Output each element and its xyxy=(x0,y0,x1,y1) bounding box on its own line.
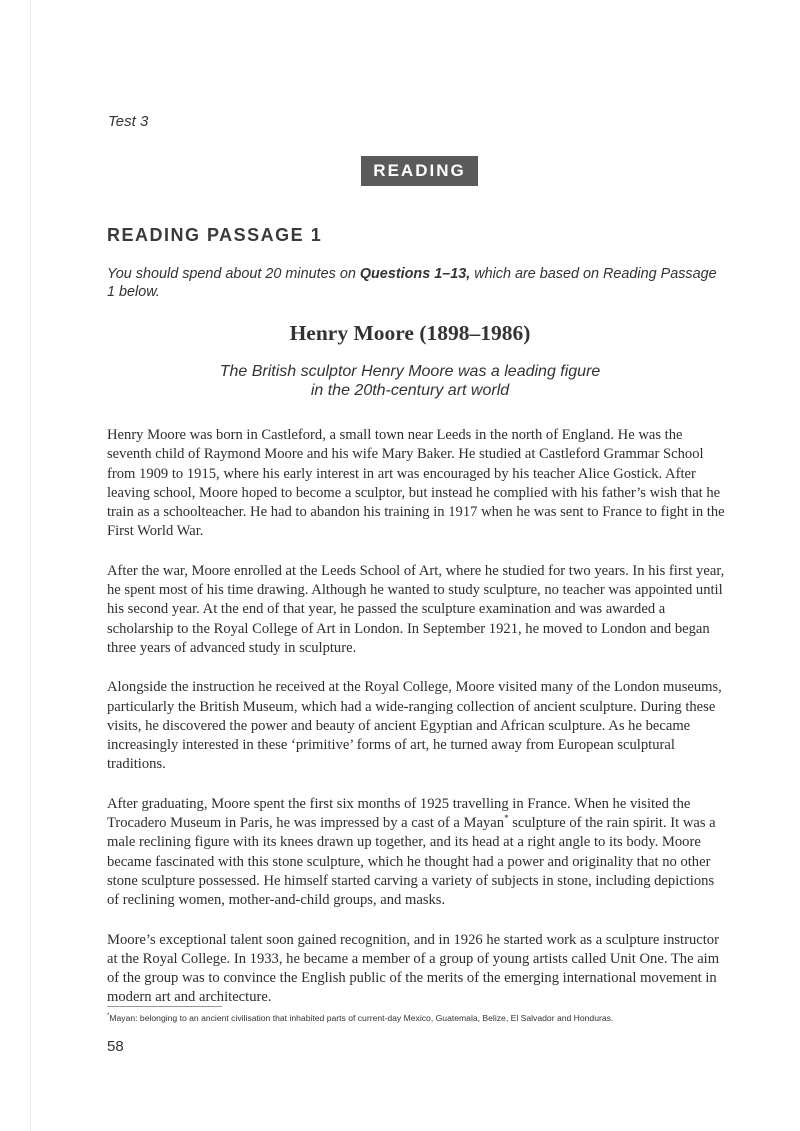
paragraph-4-text-a: After graduating, Moore spent the first six months of 1925 travelling in France. When he visited the Trocadero Museum in Paris, he was impressed by a cast of a Mayan xyxy=(107,795,691,832)
paragraph-3: Alongside the instruction he received at the Royal College, Moore visited many of the London museums, particularly the British Museum, which had a wide-ranging collection of ancient sculpture. During these visits, he discovered the power and beauty of ancient Egyptian and African sculpture. As he became increasingly interested in these ‘primitive’ forms of art, he turned away from European sculptural traditions. xyxy=(107,679,722,773)
subtitle-line-1: The British sculptor Henry Moore was a leading figure xyxy=(219,363,601,380)
paragraph-4 xyxy=(107,795,725,911)
page-number: 58 xyxy=(107,1038,124,1055)
article-subtitle xyxy=(100,362,720,400)
passage-heading: READING PASSAGE 1 xyxy=(107,225,323,245)
article-body xyxy=(107,426,725,1028)
test-label: Test 3 xyxy=(108,113,149,130)
paragraph-5: Moore’s exceptional talent soon gained recognition, and in 1926 he started work as a sculpture instructor at the Royal College. In 1933, he became a member of a group of young artists called Unit One. The aim of the group was to convince the English public of the merits of the emerging international movement in modern art and architecture. xyxy=(107,931,720,1006)
instructions xyxy=(107,265,727,301)
instructions-post: which are based on Reading Passage 1 below. xyxy=(107,266,717,300)
article-title: Henry Moore (1898–1986) xyxy=(289,321,531,345)
paragraph-4-text-b: sculpture of the rain spirit. It was a male reclining figure with its knees drawn up together, and its head at a right angle to its body. Moore became fascinated with this stone sculpture, which he thought had a power and originality that no other stone sculpture possessed. He himself started carving a variety of subjects in stone, including depictions of reclining women, mother-and-child groups, and masks. xyxy=(107,815,716,909)
paragraph-2: After the war, Moore enrolled at the Leeds School of Art, where he studied for two years. In his first year, he spent most of his time drawing. Although he wanted to study sculpture, no teacher was appointed until his second year. At the end of that year, he passed the sculpture examination and was awarded a scholarship to the Royal College of Art in London. In September 1921, he moved to London and began three years of advanced study in sculpture. xyxy=(107,562,725,656)
footnote-text: Mayan: belonging to an ancient civilisation that inhabited parts of current-day Mexico, Guatemala, Belize, El Salvador and Honduras. xyxy=(109,1013,614,1023)
page-edge xyxy=(30,0,31,1131)
subtitle-line-2: in the 20th-century art world xyxy=(310,382,510,399)
instructions-pre: You should spend about 20 minutes on xyxy=(107,266,360,282)
footnote-marker: * xyxy=(504,813,509,824)
footnote xyxy=(107,1013,737,1023)
footnote-divider xyxy=(107,1006,222,1007)
footnote-mark: * xyxy=(107,1013,110,1020)
section-banner: READING xyxy=(361,156,478,186)
paragraph-1: Henry Moore was born in Castleford, a small town near Leeds in the north of England. He was the seventh child of Raymond Moore and his wife Mary Baker. He studied at Castleford Grammar School from 1909 to 1915, where his early interest in art was encouraged by his teacher Alice Gostick. After leaving school, Moore hoped to become a sculptor, but instead he complied with his father’s wish that he train as a schoolteacher. He had to abandon his training in 1917 when he was sent to France to fight in the First World War. xyxy=(107,427,725,540)
instructions-questions: Questions 1–13, xyxy=(359,266,471,282)
